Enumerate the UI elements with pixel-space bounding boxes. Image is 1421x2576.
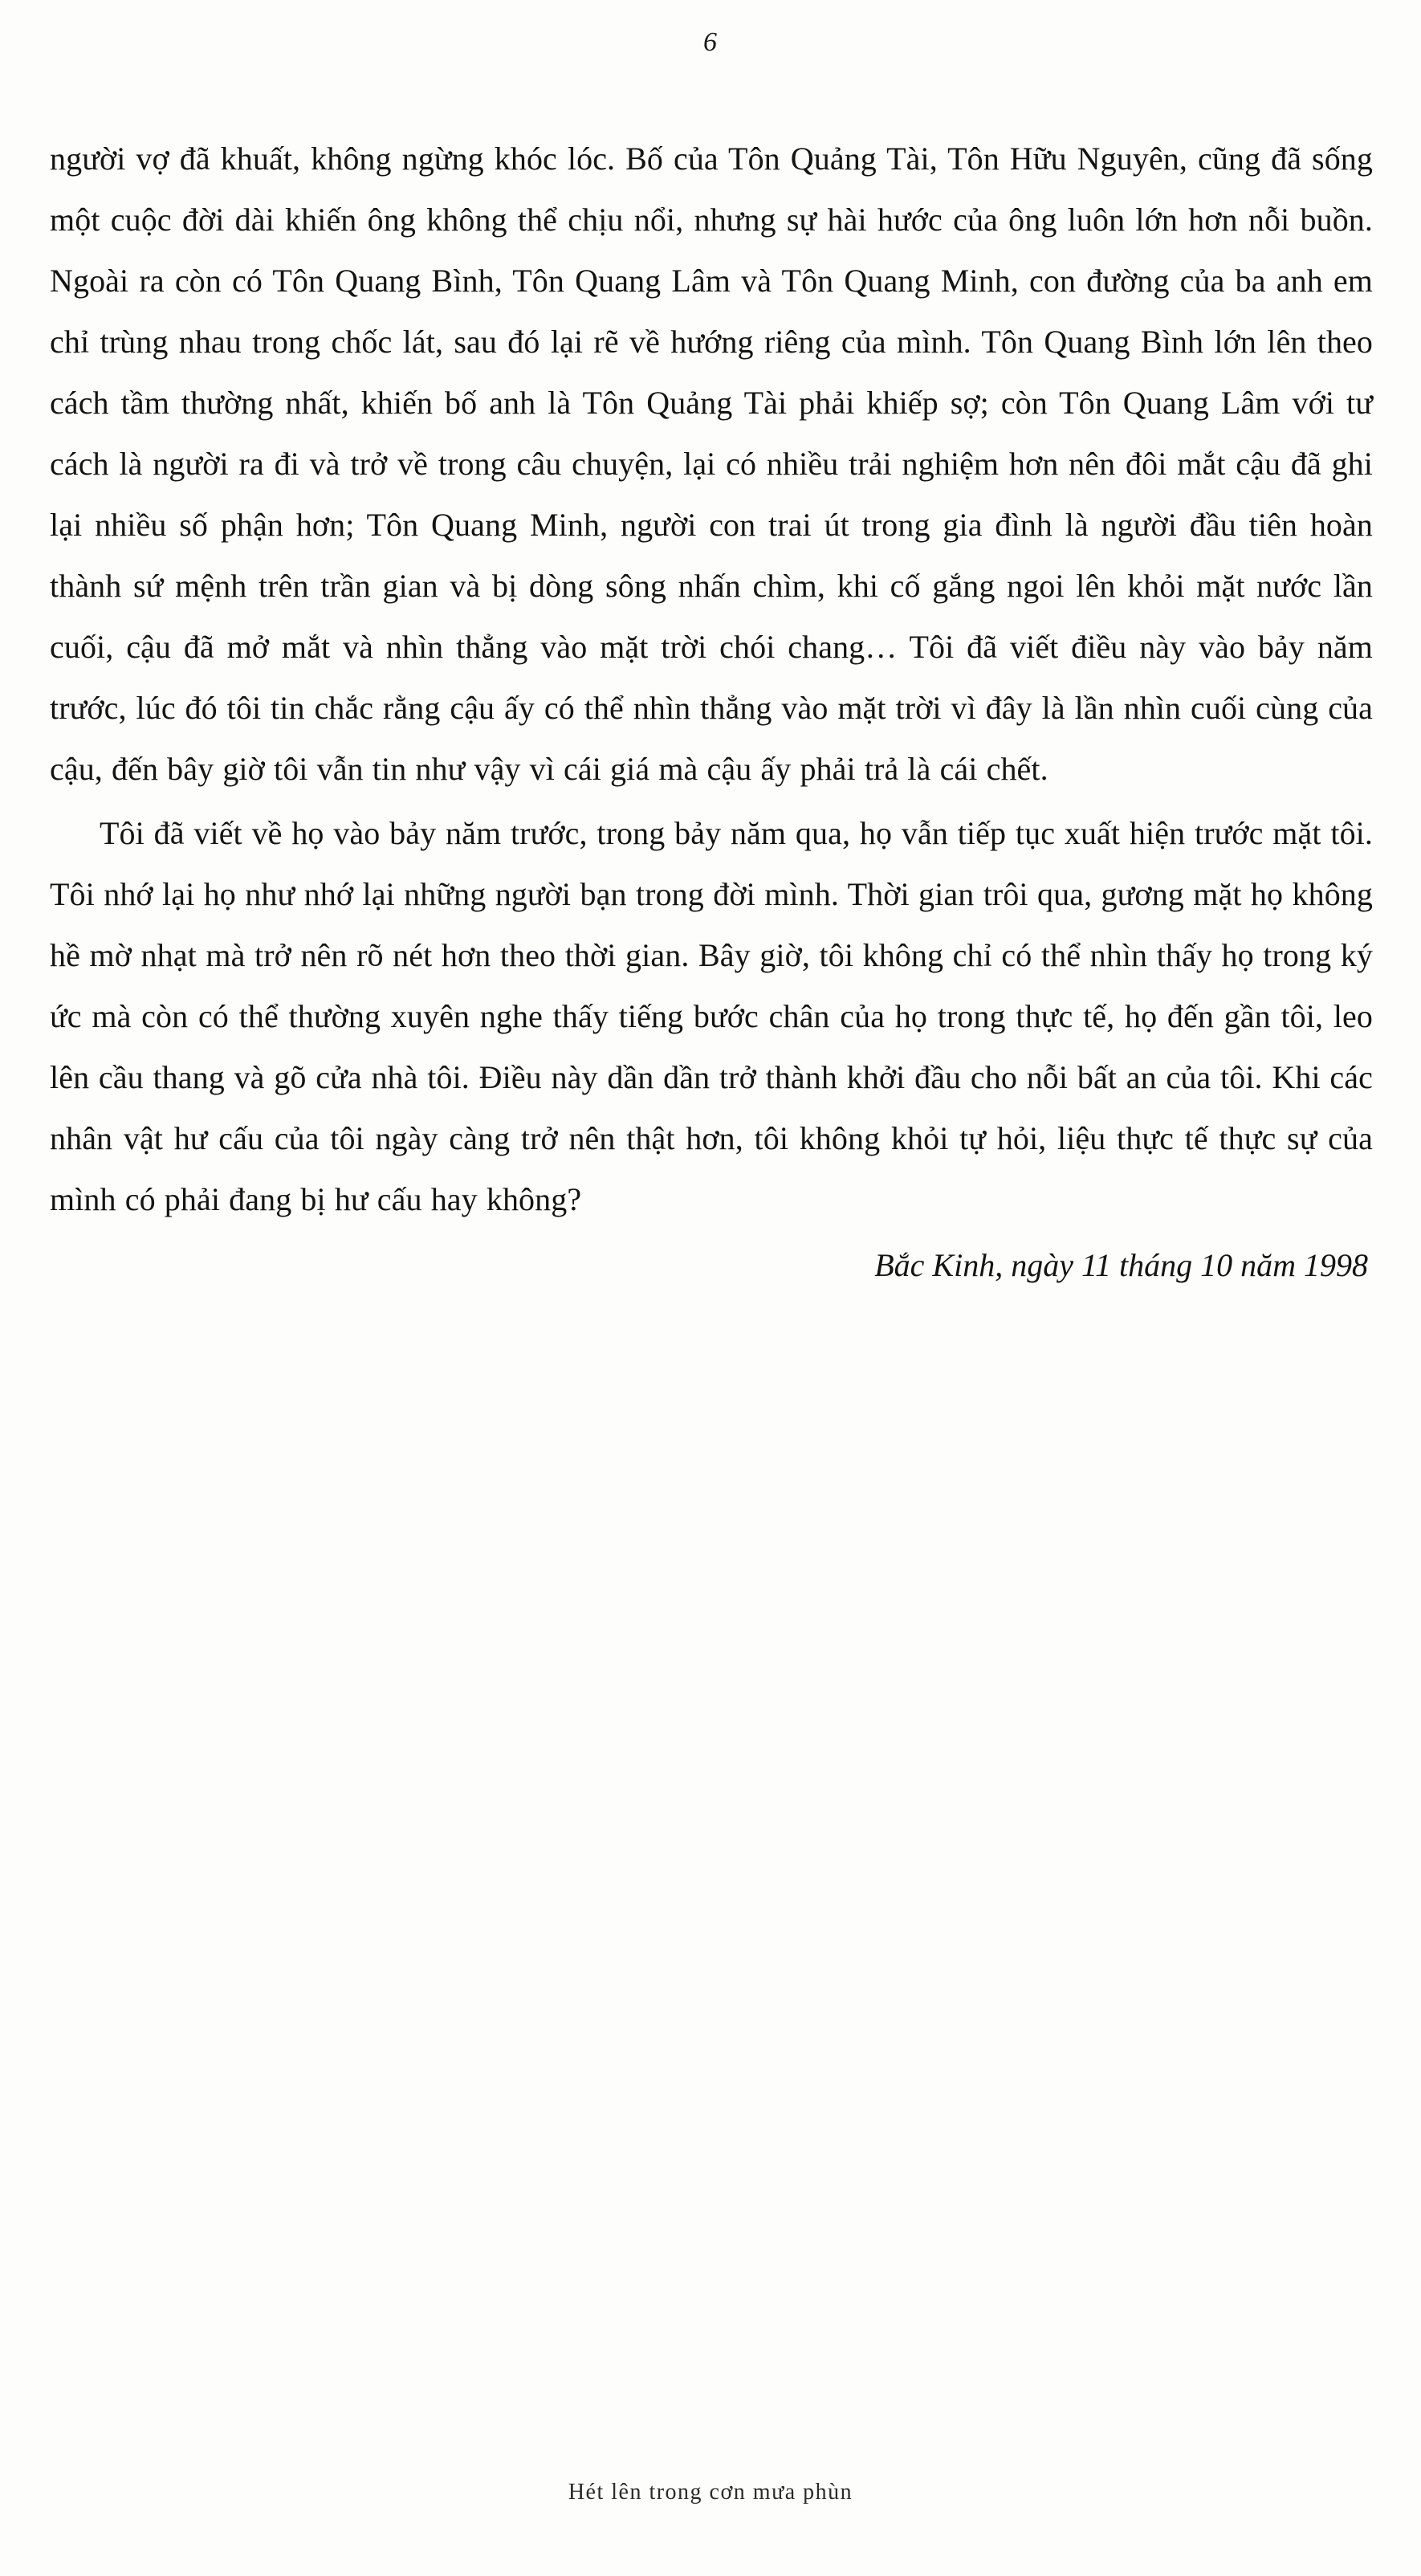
page-number: 6 [703, 27, 718, 57]
paragraph: người vợ đã khuất, không ngừng khóc lóc. Bố của Tôn Quảng Tài, Tôn Hữu Nguyên, cũng đã sống một cuộc đời dài khiến ông không thể chịu nổi, nhưng sự hài hước của ông luôn lớn hơn nỗi buồn. Ngoài ra còn có Tôn Quang Bình, Tôn Quang Lâm và Tôn Quang Minh, con đường của ba anh em chỉ trùng nhau trong chốc lát, sau đó lại rẽ về hướng riêng của mình. Tôn Quang Bình lớn lên theo cách tầm thường nhất, khiến bố anh là Tôn Quảng Tài phải khiếp sợ; còn Tôn Quang Lâm với tư cách là người ra đi và trở về trong câu chuyện, lại có nhiều trải nghiệm hơn nên đôi mắt cậu đã ghi lại nhiều số phận hơn; Tôn Quang Minh, người con trai út trong gia đình là người đầu tiên hoàn thành sứ mệnh trên trần gian và bị dòng sông nhấn chìm, khi cố gắng ngoi lên khỏi mặt nước lần cuối, cậu đã mở mắt và nhìn thẳng vào mặt trời chói chang… Tôi đã viết điều này vào bảy năm trước, lúc đó tôi tin chắc rằng cậu ấy có thể nhìn thẳng vào mặt trời vì đây là lần nhìn cuối cùng của cậu, đến bây giờ tôi vẫn tin như vậy vì cái giá mà cậu ấy phải trả là cái chết. [50, 141, 1373, 787]
paragraph: Tôi đã viết về họ vào bảy năm trước, trong bảy năm qua, họ vẫn tiếp tục xuất hiện trước mặt tôi. Tôi nhớ lại họ như nhớ lại những người bạn trong đời mình. Thời gian trôi qua, gương mặt họ không hề mờ nhạt mà trở nên rõ nét hơn theo thời gian. Bây giờ, tôi không chỉ có thể nhìn thấy họ trong ký ức mà còn có thể thường xuyên nghe thấy tiếng bước chân của họ trong thực tế, họ đến gần tôi, leo lên cầu thang và gõ cửa nhà tôi. Điều này dần dần trở thành khởi đầu cho nỗi bất an của tôi. Khi các nhân vật hư cấu của tôi ngày càng trở nên thật hơn, tôi không khỏi tự hỏi, liệu thực tế thực sự của mình có phải đang bị hư cấu hay không? [50, 815, 1373, 1217]
running-footer: Hét lên trong cơn mưa phùn [568, 2480, 853, 2505]
signature-line: Bắc Kinh, ngày 11 tháng 10 năm 1998 [874, 1247, 1368, 1283]
page-body [50, 128, 1373, 1296]
